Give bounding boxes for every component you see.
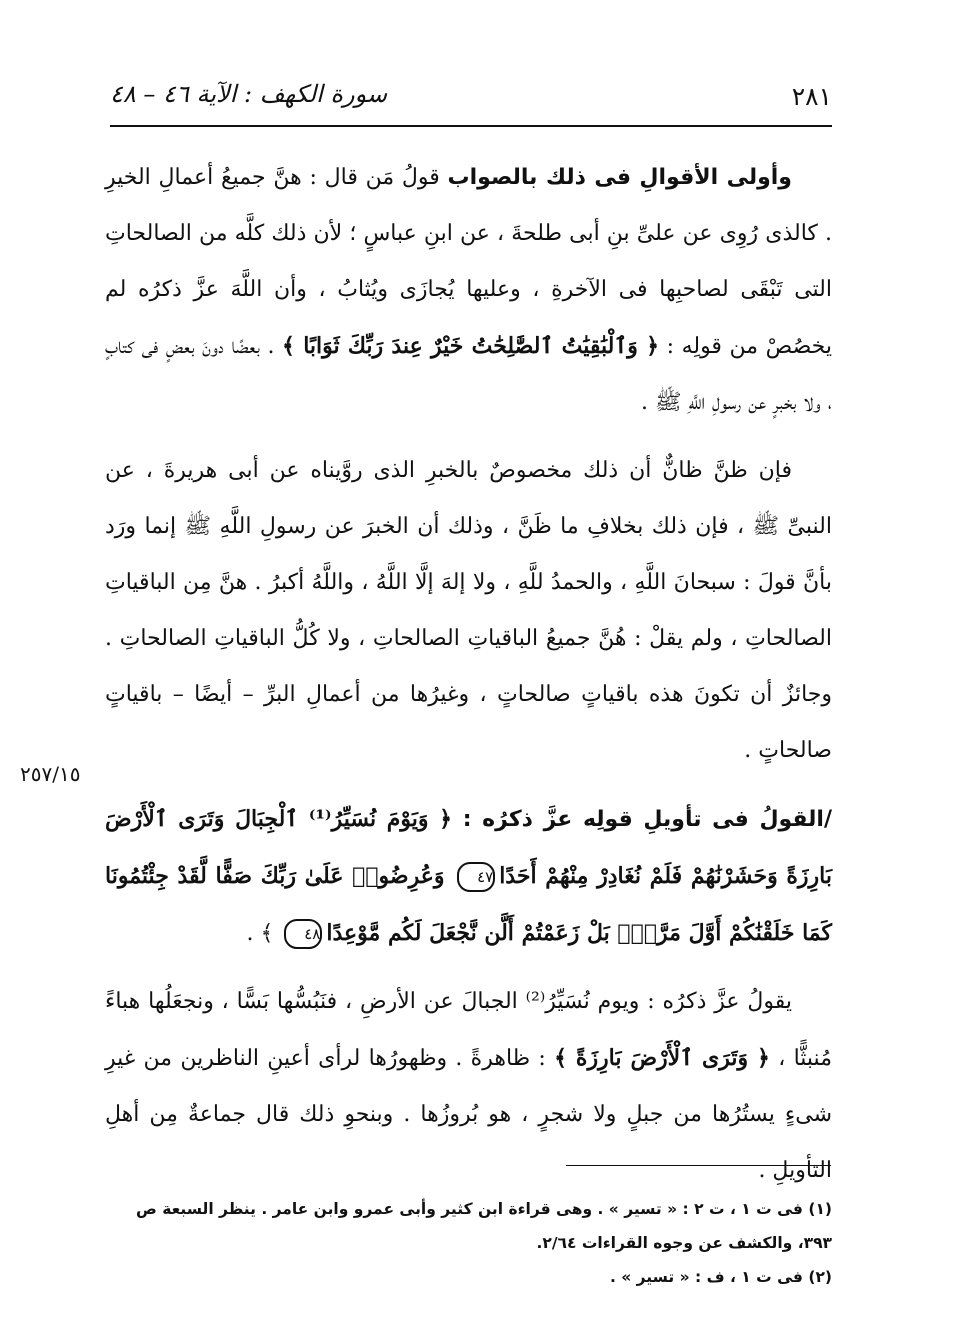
paragraph-1-end: . بعضًا دونَ بعضٍ فى كتابٍ ، ولا بخبرٍ عن رسولِ اللَّهِ ﷺ .: [105, 334, 832, 415]
main-text: [105, 150, 832, 1211]
verse-number-48: ٤٨: [284, 919, 322, 949]
paragraph-1-heading: وأولى الأقوالِ فى ذلك بالصواب: [447, 165, 792, 190]
running-title: سورة الكهف : الآية ٤٦ – ٤٨: [110, 80, 388, 108]
verse-number-47: ٤٧: [457, 862, 495, 892]
quran-quote-3: ﴿ وَتَرَى ٱلْأَرْضَ بَارِزَةً ﴾: [554, 1045, 770, 1071]
quran-quote-2b: وَعُرِضُوا۟ عَلَىٰ رَبِّكَ صَفًّا لَّقَدْ جِئْتُمُونَا كَمَا خَلَقْنَٰكُمْ أَوَّلَ مَرَّةٍۭ بَلْ زَعَمْتُمْ أَلَّن نَّجْعَلَ لَكُم مَّوْعِدًا: [105, 863, 832, 946]
paragraph-4-text-a: يقولُ عزَّ ذكرُه : ويوم نُسَيِّرُ⁽²⁾ الجبالَ عن الأرضِ ، فنَبُسُّها بَسًّا ، ونجعَلُها هباءً مُنبثًّا ،: [105, 989, 832, 1071]
paragraph-3: [105, 791, 832, 962]
paragraph-2: فإن ظنَّ ظانٌّ أن ذلك مخصوصٌ بالخبرِ الذى روَّيناه عن أبى هريرةَ ، عن النبىِّ ﷺ ، فإن ذلك بخلافِ ما ظَنَّ ، وذلك أن الخبرَ عن رسولِ اللَّهِ ﷺ إنما ورَد بأنَّ قولَ : سبحانَ اللَّهِ ، والحمدُ للَّهِ ، ولا إلهَ إلَّا اللَّهُ ، واللَّهُ أكبرُ . هنَّ مِن الباقياتِ الصالحاتِ ، ولم يقلْ : هُنَّ جميعُ الباقياتِ الصالحاتِ ، ولا كُلُّ الباقياتِ الصالحاتِ . وجائزٌ أن تكونَ هذه باقياتٍ صالحاتٍ ، وغيرُها من أعمالِ البرِّ – أيضًا – باقياتٍ صالحاتٍ .: [105, 458, 832, 763]
paragraph-4-text-b: : ظاهرةً . وظهورُها لرأى أعينِ الناظرين من غيرِ شىءٍ يستُرُها من جبلٍ ولا شجرٍ ، هو بُروزُها . وبنحوِ ذلك قال جماعةٌ مِن أهلِ التأويلِ .: [105, 1046, 832, 1183]
footnote-2: (٢) فى ت ١ ، ف : « تسير » .: [609, 1268, 832, 1286]
quran-quote-1: ﴿ وَٱلْبَٰقِيَٰتُ ٱلصَّٰلِحَٰتُ خَيْرٌ عِندَ رَبِّكَ ثَوَابًا ﴾: [282, 333, 659, 359]
paragraph-3-heading: /القولُ فى تأويلِ قولِه عزَّ ذكرُه :: [462, 807, 833, 832]
footnote-1: (١) فى ت ١ ، ت ٢ : « تسير » . وهى قراءة ابن كثير وأبى عمرو وابن عامر . ينظر السبعة ص ٣٩٣، والكشف عن وجوه القراءات ٢/٦٤.: [136, 1200, 832, 1252]
paragraph-1-text: قولُ مَن قال : هنَّ جميعُ أعمالِ الخيرِ . كالذى رُوِى عن علىِّ بنِ أبى طلحةَ ، عن ابنِ عباسٍ ؛ لأن ذلك كلَّه من الصالحاتِ التى تَبْقَى لصاحبِها فى الآخرةِ ، وعليها يُجازَى ويُثابُ ، وأن اللَّهَ عزَّ ذكرُه لم يخصُصْ من قولِه :: [105, 165, 832, 359]
quran-quote-2a: ﴿ وَيَوْمَ نُسَيِّرُ⁽¹⁾ ٱلْجِبَالَ وَتَرَى ٱلْأَرْضَ بَارِزَةً وَحَشَرْنَٰهُمْ فَلَمْ نُغَادِرْ مِنْهُمْ أَحَدًا: [105, 806, 832, 889]
footnotes: [110, 1192, 832, 1294]
paragraph-1: [105, 150, 832, 431]
margin-reference: ٢٥٧/١٥: [20, 762, 81, 786]
paragraph-3-end: ﴾ .: [246, 921, 281, 946]
footnote-rule: [566, 1165, 831, 1166]
header-rule: [110, 125, 832, 127]
page-number: ٢٨١: [791, 82, 832, 111]
page-header: [110, 78, 832, 122]
